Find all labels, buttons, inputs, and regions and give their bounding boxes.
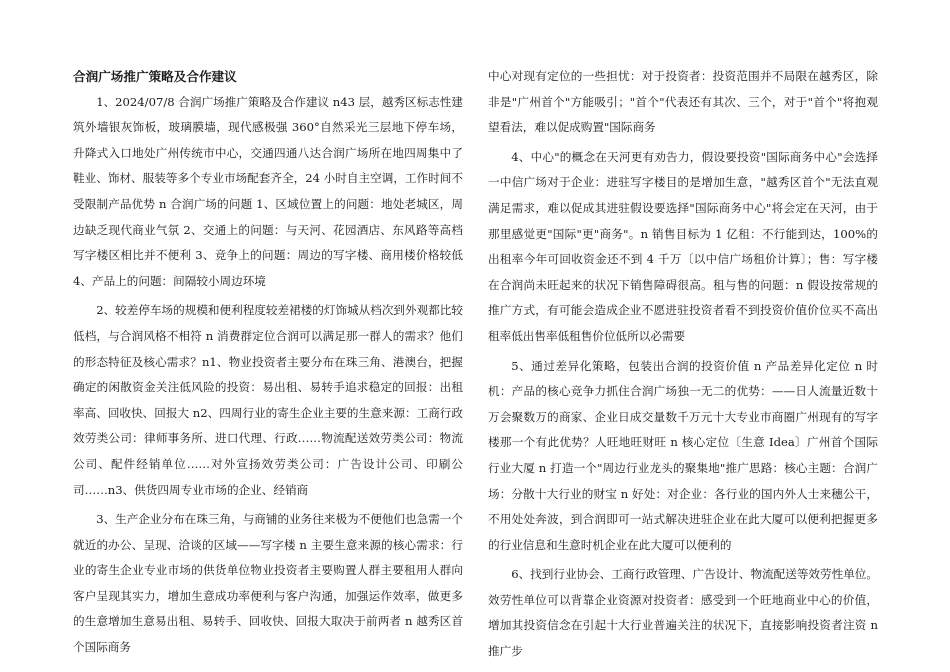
paragraph: 4、中心"的概念在天河更有劝告力，假设要投资"国际商务中心"会选择一中信广场对于企业：进驻写字楼目的是增加生意，"越秀区首个"无法直观满足需求，难以促成其进驻假设要选择"国际商务中心"将会定在天河，由于那里感觉更"国际"更"商务"。n 销售目标为 1 亿租：不行能到达，100%的出租率今年可回收资金还不到 4 千万〔以中信广场租价计算〕；售：写字楼在合润尚未旺起来的状况下销售障碍很高。租与售的问题：n 假设按常规的推广方式，有可能会造成企业不愿进驻投资者看不到投资价值价位买不高出租率低出售率低租售价位低所以必需要 bbox=[488, 149, 878, 343]
left-column bbox=[73, 64, 463, 665]
paragraph: 6、找到行业协会、工商行政管理、广告设计、物流配送等效劳性单位。效劳性单位可以背靠企业资源对投资者：感受到一个旺地商业中心的价值，增加其投资信念在引起十大行业普遍关注的状况下，直接影响投资者注资 n 推广步 bbox=[488, 567, 878, 659]
paragraph-continued: 中心对现有定位的一些担忧：对于投资者：投资范围并不局限在越秀区，除非是"广州首个"方能吸引；"首个"代表还有其次、三个，对于"首个"将抱观望看法，难以促成购置"国际商务 bbox=[488, 69, 878, 135]
document-title: 合润广场推广策略及合作建议 bbox=[73, 69, 237, 84]
right-column bbox=[488, 64, 878, 669]
paragraph: 1、2024/07/8 合润广场推广策略及合作建议 n43 层，越秀区标志性建筑外墙银灰饰板，玻璃膜墙，现代感极强 360°自然采光三层地下停车场，升降式入口地处广州传统市中心，交通四通八达合润广场所在地四周集中了鞋业、饰材、服装等多个专业市场配套齐全，24 小时自主空调，工作时间不受限制产品优势 n 合润广场的问题 1、区域位置上的问题：地处老城区，周边缺乏现代商业气氛 2、交通上的问题：与天河、花园酒店、东风路等高档写字楼区相比并不便利 3、竞争上的问题：周边的写字楼、商用楼价格较低 4、产品上的问题：间隔较小周边环境 bbox=[73, 94, 463, 288]
paragraph: 2、较差停车场的规模和便利程度较差裙楼的灯饰城从档次到外观都比较低档，与合润风格不相符 n 消费群定位合润可以满足那一群人的需求？他们的形态特征及核心需求？n1、物业投资者主要分布在珠三角、港澳台，把握确定的闲散资金关注低风险的投资：易出租、易转手追求稳定的回报：出租率高、回收快、回报大 n2、四周行业的寄生企业主要的生意来源：工商行政效劳类公司：律师事务所、进口代理、行政……物流配送效劳类公司：物流公司、配件经销单位……对外宣扬效劳类公司：广告设计公司、印刷公司……n3、供货四周专业市场的企业、经销商 bbox=[73, 303, 463, 497]
paragraph: 5、通过差异化策略，包装出合润的投资价值 n 产品差异化定位 n 时机：产品的核心竞争力抓住合润广场独一无二的优势：——日人流量近数十万会聚数万的商家、企业日成交量数千万元十大专业市商圈广州现有的写字楼那一个有此优势？人旺地旺财旺 n 核心定位〔生意 Idea〕广州首个国际行业大厦 n 打造一个"周边行业龙头的聚集地"推广思路：核心主题：合润广场：分散十大行业的财宝 n 好处：对企业：各行业的国内外人士来穗公干，不用处处奔波，到合润即可一站式解决进驻企业在此大厦可以便利把握更多的行业信息和生意时机企业在此大厦可以便利的 bbox=[488, 358, 878, 552]
paragraph: 3、生产企业分布在珠三角，与商铺的业务往来极为不便他们也急需一个就近的办公、呈现、洽谈的区域——写字楼 n 主要生意来源的核心需求：行业的寄生企业专业市场的供货单位物业投资者主要购置人群主要租用人群向客户呈现其实力，增加生意成功率便利与客户沟通，加强运作效率，做更多的生意增加生意易出租、易转手、回收快、回报大取决于前两者 n 越秀区首个国际商务 bbox=[73, 512, 463, 655]
